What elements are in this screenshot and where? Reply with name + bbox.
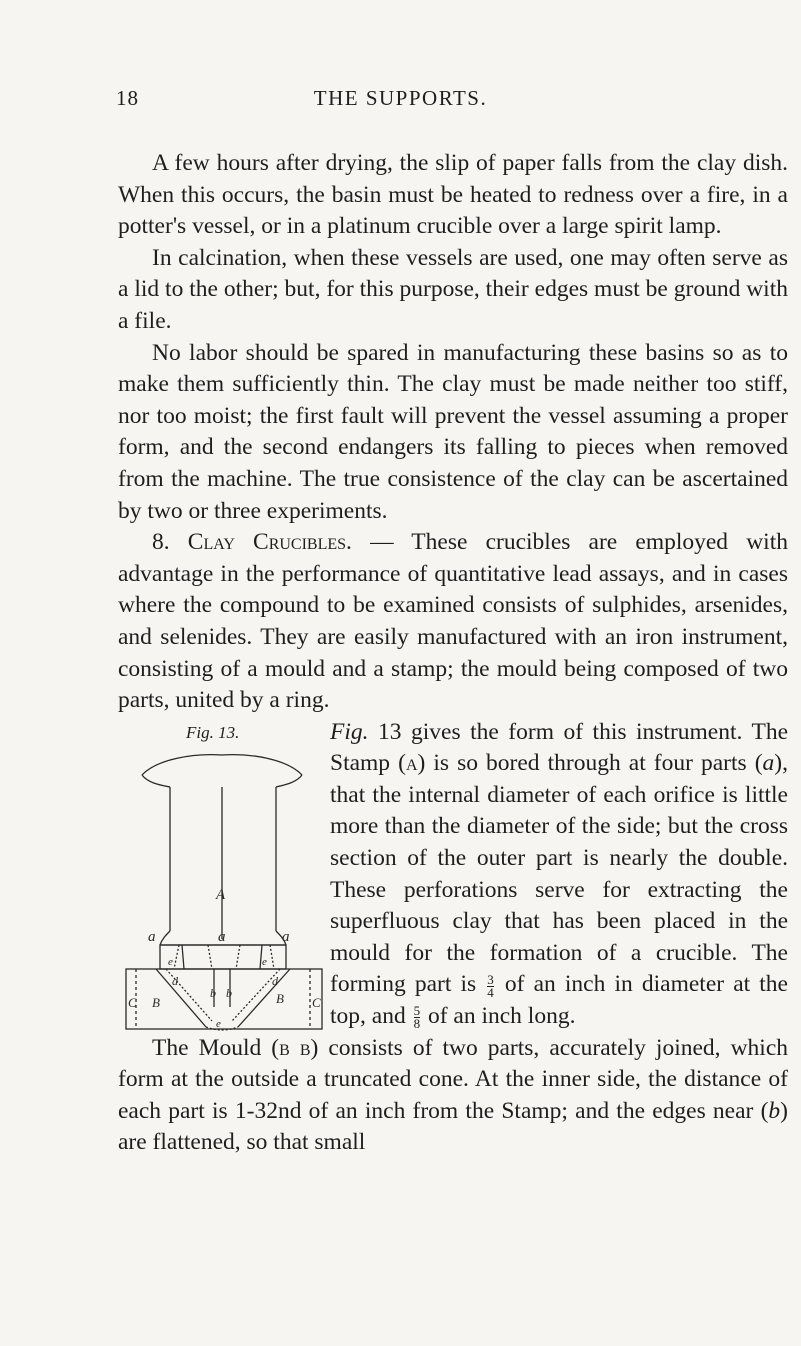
figure-13 xyxy=(118,717,330,1033)
section-heading: Clay Crucibles. xyxy=(187,529,352,556)
label-d-left: d xyxy=(172,973,178,988)
label-a-mid: a xyxy=(218,928,226,945)
label-C-right: C xyxy=(312,994,321,1010)
fig-text-1: 13 gives the form of this instrument. The Stamp ( xyxy=(330,718,788,777)
label-d-right: d xyxy=(272,973,278,988)
fig-ref: Fig. xyxy=(330,718,369,745)
final-paragraph: The Mould (b b) consists of two parts, accurately joined, which form at the outside a truncated cone. At the inner side, the distance of each part is 1-32nd of an inch from the Stamp; and the edges near (b) are flattened, so that small xyxy=(118,1034,788,1156)
page-header xyxy=(0,86,801,116)
label-e-bottom: e xyxy=(216,1017,221,1030)
section-8-paragraph xyxy=(118,527,788,717)
label-e-right: e xyxy=(262,955,267,968)
cone-wall-left xyxy=(156,969,206,1027)
label-b-center-right: b xyxy=(226,985,232,1000)
paragraph-3: No labor should be spared in manufacturing these basins so as to make them sufficiently thin. The clay must be made neither too stiff, nor too moist; the first fault will prevent the vessel assuming a proper form, and the second endangers its falling to pieces when removed from the machine. The true consistence of the clay can be ascertained by two or three experiments. xyxy=(118,339,788,524)
label-b-center-left: b xyxy=(210,985,216,1000)
mould-ref: b b xyxy=(279,1034,311,1061)
parts-ref: a xyxy=(762,750,775,777)
label-B-right: B xyxy=(276,990,284,1006)
ring xyxy=(160,945,286,969)
fig-text-2: ) is so bored through at four parts ( xyxy=(417,750,763,777)
paragraph-1: A few hours after drying, the slip of paper falls from the clay dish. When this occurs, the basin must be heated to redness over a fire, in a potter's vessel, or in a platinum crucible over a large spirit lamp. xyxy=(118,150,788,240)
edge-ref: b xyxy=(768,1097,781,1124)
body-text xyxy=(118,148,788,1159)
fig-text-3: ), that the internal diameter of each orifice is little more than the diameter of the side; but the cross section of the outer part is nearly the double. These perforations serve for extracting the superfluous clay that has been placed in the mould for the formation of a crucible. The forming part is xyxy=(330,750,788,998)
label-a-right: a xyxy=(282,928,290,945)
fig-text-4: of an inch in diameter at the top, and xyxy=(330,971,788,1030)
fraction-three-quarters: $\frac{3}{4}$ xyxy=(487,971,494,1000)
fig-text-5: of an inch long. xyxy=(422,1003,576,1030)
figure-block xyxy=(118,717,788,1033)
stamp-ref: a xyxy=(405,750,418,777)
section-8-text: — These crucibles are employed with advantage in the performance of quantitative lead assays, and in cases where the compound to be examined consists of sulphides, arsenides, and selenides. They are easily manufactured with an iron instrument, consisting of a mould and a stamp; the mould being composed of two parts, united by a ring. xyxy=(118,529,788,714)
label-a-left: a xyxy=(148,928,156,945)
crucible-instrument-diagram xyxy=(122,745,327,1037)
label-B-left: B xyxy=(152,994,160,1010)
stamp-cap xyxy=(142,754,302,774)
label-C-left: C xyxy=(128,994,137,1010)
label-e-left: e xyxy=(168,955,173,968)
label-A: A xyxy=(216,886,226,903)
page-number: 18 xyxy=(116,86,139,110)
section-number: 8. xyxy=(152,529,170,556)
figure-label: Fig. 13. xyxy=(186,722,240,742)
running-head: THE SUPPORTS. xyxy=(313,86,488,110)
paragraph-2: In calcination, when these vessels are used, one may often serve as a lid to the other; but, for this purpose, their edges must be ground with a file. xyxy=(118,244,788,334)
figure-description xyxy=(330,717,788,1033)
fraction-five-eighths: $\frac{5}{8}$ xyxy=(413,1003,421,1032)
